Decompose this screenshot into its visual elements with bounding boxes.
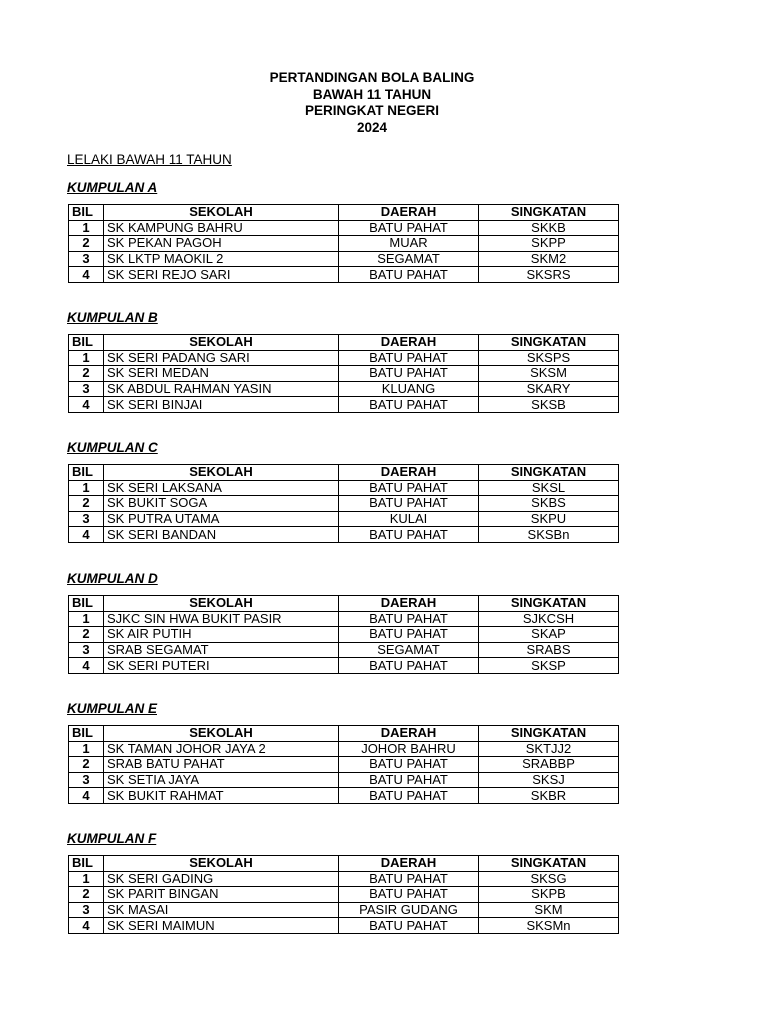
- table-row: [69, 511, 619, 527]
- group-heading: KUMPULAN F: [67, 831, 157, 846]
- header-bil: BIL: [69, 205, 104, 221]
- cell-daerah: BATU PAHAT: [339, 527, 479, 543]
- cell-bil: 4: [69, 918, 104, 934]
- cell-singkatan: SKBS: [479, 496, 619, 512]
- table-header-row: [69, 856, 619, 872]
- cell-daerah: BATU PAHAT: [339, 366, 479, 382]
- title-line: BAWAH 11 TAHUN: [312, 86, 432, 102]
- table-row: [69, 251, 619, 267]
- table-row: [69, 366, 619, 382]
- cell-bil: 2: [69, 236, 104, 252]
- cell-sekolah: SK SERI BANDAN: [104, 527, 339, 543]
- cell-bil: 3: [69, 381, 104, 397]
- title-line: PERINGKAT NEGERI: [304, 103, 439, 118]
- table-row: [69, 381, 619, 397]
- header-bil: BIL: [69, 856, 104, 872]
- cell-singkatan: SKM: [479, 902, 619, 918]
- cell-singkatan: SKSG: [479, 871, 619, 887]
- cell-daerah: SEGAMAT: [339, 642, 479, 658]
- header-bil: BIL: [69, 596, 104, 612]
- header-daerah: DAERAH: [339, 465, 479, 481]
- cell-daerah: BATU PAHAT: [339, 480, 479, 496]
- table-row: [69, 480, 619, 496]
- cell-singkatan: SKPP: [479, 236, 619, 252]
- table-header-row: [69, 465, 619, 481]
- header-daerah: DAERAH: [339, 335, 479, 351]
- header-daerah: DAERAH: [339, 596, 479, 612]
- cell-sekolah: SK SETIA JAYA: [104, 772, 339, 788]
- cell-sekolah: SK SERI BINJAI: [104, 397, 339, 413]
- table-row: [69, 788, 619, 804]
- header-singkatan: SINGKATAN: [479, 596, 619, 612]
- table-row: [69, 496, 619, 512]
- cell-singkatan: SKSL: [479, 480, 619, 496]
- cell-singkatan: SKPB: [479, 887, 619, 903]
- table-row: [69, 918, 619, 934]
- cell-bil: 4: [69, 267, 104, 283]
- group-heading: KUMPULAN B: [67, 310, 158, 325]
- cell-sekolah: SJKC SIN HWA BUKIT PASIR: [104, 611, 339, 627]
- cell-singkatan: SKSBn: [479, 527, 619, 543]
- header-daerah: DAERAH: [339, 205, 479, 221]
- group-heading: KUMPULAN D: [67, 571, 158, 586]
- cell-singkatan: SKSPS: [479, 350, 619, 366]
- cell-bil: 1: [69, 871, 104, 887]
- header-sekolah: SEKOLAH: [104, 465, 339, 481]
- cell-daerah: KLUANG: [339, 381, 479, 397]
- table-row: [69, 871, 619, 887]
- cell-singkatan: SKTJJ2: [479, 741, 619, 757]
- cell-sekolah: SK SERI PADANG SARI: [104, 350, 339, 366]
- cell-daerah: MUAR: [339, 236, 479, 252]
- header-daerah: DAERAH: [339, 726, 479, 742]
- group-heading: KUMPULAN A: [67, 180, 158, 195]
- table-header-row: [69, 596, 619, 612]
- cell-bil: 4: [69, 527, 104, 543]
- title-line: PERTANDINGAN BOLA BALING: [269, 70, 475, 85]
- table-row: [69, 741, 619, 757]
- cell-bil: 3: [69, 902, 104, 918]
- cell-daerah: BATU PAHAT: [339, 658, 479, 674]
- group-table: [68, 204, 619, 283]
- cell-sekolah: SK AIR PUTIH: [104, 627, 339, 643]
- cell-sekolah: SK SERI LAKSANA: [104, 480, 339, 496]
- cell-daerah: PASIR GUDANG: [339, 902, 479, 918]
- document-title: [0, 70, 744, 136]
- cell-sekolah: SRAB SEGAMAT: [104, 642, 339, 658]
- cell-daerah: BATU PAHAT: [339, 772, 479, 788]
- header-sekolah: SEKOLAH: [104, 596, 339, 612]
- cell-daerah: BATU PAHAT: [339, 267, 479, 283]
- table-row: [69, 757, 619, 773]
- title-line: 2024: [356, 119, 388, 135]
- group-table: [68, 595, 619, 674]
- cell-daerah: BATU PAHAT: [339, 397, 479, 413]
- cell-bil: 2: [69, 627, 104, 643]
- cell-singkatan: SKSM: [479, 366, 619, 382]
- cell-bil: 1: [69, 480, 104, 496]
- table-row: [69, 772, 619, 788]
- cell-bil: 2: [69, 496, 104, 512]
- cell-bil: 3: [69, 251, 104, 267]
- table-row: [69, 236, 619, 252]
- header-bil: BIL: [69, 726, 104, 742]
- group-table: [68, 855, 619, 934]
- cell-bil: 3: [69, 642, 104, 658]
- cell-singkatan: SKAP: [479, 627, 619, 643]
- group-table: [68, 334, 619, 413]
- table-row: [69, 350, 619, 366]
- header-bil: BIL: [69, 465, 104, 481]
- cell-sekolah: SK ABDUL RAHMAN YASIN: [104, 381, 339, 397]
- cell-daerah: BATU PAHAT: [339, 788, 479, 804]
- cell-sekolah: SK TAMAN JOHOR JAYA 2: [104, 741, 339, 757]
- cell-daerah: BATU PAHAT: [339, 757, 479, 773]
- table-header-row: [69, 726, 619, 742]
- cell-daerah: JOHOR BAHRU: [339, 741, 479, 757]
- cell-bil: 1: [69, 741, 104, 757]
- group-heading: KUMPULAN E: [67, 701, 157, 716]
- cell-sekolah: SRAB BATU PAHAT: [104, 757, 339, 773]
- table-row: [69, 887, 619, 903]
- header-sekolah: SEKOLAH: [104, 856, 339, 872]
- cell-singkatan: SKBR: [479, 788, 619, 804]
- cell-bil: 2: [69, 757, 104, 773]
- table-row: [69, 902, 619, 918]
- cell-daerah: BATU PAHAT: [339, 887, 479, 903]
- header-singkatan: SINGKATAN: [479, 335, 619, 351]
- table-header-row: [69, 205, 619, 221]
- cell-sekolah: SK PUTRA UTAMA: [104, 511, 339, 527]
- cell-bil: 2: [69, 887, 104, 903]
- header-sekolah: SEKOLAH: [104, 205, 339, 221]
- cell-sekolah: SK BUKIT RAHMAT: [104, 788, 339, 804]
- cell-bil: 4: [69, 788, 104, 804]
- cell-singkatan: SKM2: [479, 251, 619, 267]
- group-heading: KUMPULAN C: [67, 440, 158, 455]
- cell-bil: 3: [69, 772, 104, 788]
- cell-singkatan: SKARY: [479, 381, 619, 397]
- cell-singkatan: SKSJ: [479, 772, 619, 788]
- cell-daerah: BATU PAHAT: [339, 871, 479, 887]
- table-header-row: [69, 335, 619, 351]
- section-heading: LELAKI BAWAH 11 TAHUN: [67, 152, 232, 167]
- cell-singkatan: SKSRS: [479, 267, 619, 283]
- cell-sekolah: SK BUKIT SOGA: [104, 496, 339, 512]
- cell-bil: 1: [69, 220, 104, 236]
- header-bil: BIL: [69, 335, 104, 351]
- table-row: [69, 220, 619, 236]
- cell-sekolah: SK PARIT BINGAN: [104, 887, 339, 903]
- cell-sekolah: SK LKTP MAOKIL 2: [104, 251, 339, 267]
- table-row: [69, 642, 619, 658]
- header-sekolah: SEKOLAH: [104, 335, 339, 351]
- cell-bil: 1: [69, 350, 104, 366]
- table-row: [69, 267, 619, 283]
- group-table: [68, 725, 619, 804]
- cell-singkatan: SKSP: [479, 658, 619, 674]
- cell-daerah: BATU PAHAT: [339, 627, 479, 643]
- cell-daerah: BATU PAHAT: [339, 611, 479, 627]
- cell-bil: 2: [69, 366, 104, 382]
- header-singkatan: SINGKATAN: [479, 856, 619, 872]
- cell-daerah: BATU PAHAT: [339, 220, 479, 236]
- cell-sekolah: SK SERI MAIMUN: [104, 918, 339, 934]
- cell-bil: 1: [69, 611, 104, 627]
- group-table: [68, 464, 619, 543]
- cell-daerah: BATU PAHAT: [339, 496, 479, 512]
- table-row: [69, 527, 619, 543]
- header-sekolah: SEKOLAH: [104, 726, 339, 742]
- cell-bil: 3: [69, 511, 104, 527]
- cell-singkatan: SJKCSH: [479, 611, 619, 627]
- cell-sekolah: SK MASAI: [104, 902, 339, 918]
- table-row: [69, 611, 619, 627]
- cell-sekolah: SK SERI PUTERI: [104, 658, 339, 674]
- cell-sekolah: SK SERI MEDAN: [104, 366, 339, 382]
- cell-singkatan: SRABBP: [479, 757, 619, 773]
- cell-sekolah: SK PEKAN PAGOH: [104, 236, 339, 252]
- header-daerah: DAERAH: [339, 856, 479, 872]
- table-row: [69, 627, 619, 643]
- cell-singkatan: SKPU: [479, 511, 619, 527]
- cell-singkatan: SRABS: [479, 642, 619, 658]
- cell-bil: 4: [69, 397, 104, 413]
- cell-sekolah: SK SERI REJO SARI: [104, 267, 339, 283]
- cell-singkatan: SKSB: [479, 397, 619, 413]
- cell-singkatan: SKSMn: [479, 918, 619, 934]
- cell-sekolah: SK KAMPUNG BAHRU: [104, 220, 339, 236]
- cell-daerah: BATU PAHAT: [339, 918, 479, 934]
- table-row: [69, 658, 619, 674]
- table-row: [69, 397, 619, 413]
- cell-daerah: BATU PAHAT: [339, 350, 479, 366]
- cell-bil: 4: [69, 658, 104, 674]
- header-singkatan: SINGKATAN: [479, 726, 619, 742]
- cell-daerah: KULAI: [339, 511, 479, 527]
- header-singkatan: SINGKATAN: [479, 465, 619, 481]
- header-singkatan: SINGKATAN: [479, 205, 619, 221]
- cell-singkatan: SKKB: [479, 220, 619, 236]
- cell-daerah: SEGAMAT: [339, 251, 479, 267]
- cell-sekolah: SK SERI GADING: [104, 871, 339, 887]
